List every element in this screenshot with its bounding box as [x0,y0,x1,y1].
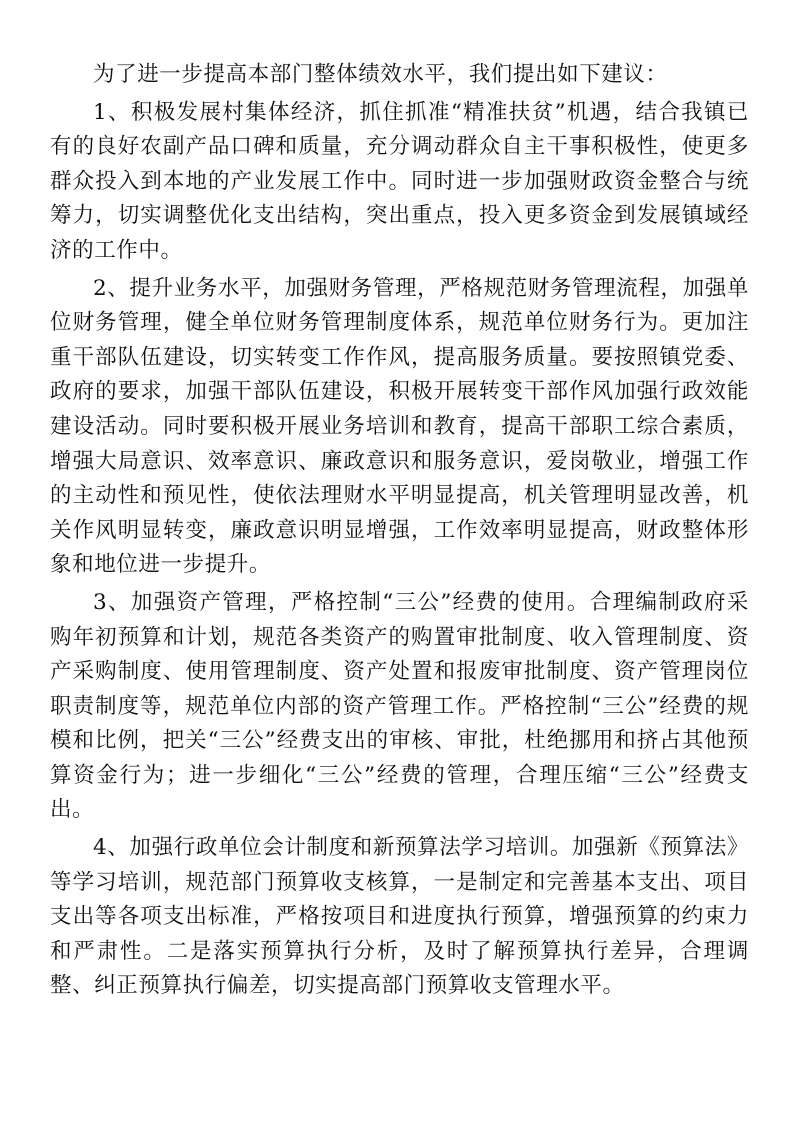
suggestion-paragraph-1: 1、积极发展村集体经济，抓住抓准“精准扶贫”机遇，结合我镇已有的良好农副产品口碑和质量，充分调动群众自主干事积极性，使更多群众投入到本地的产业发展工作中。同时进一步加强财政资金整合与统筹力，切实调整优化支出结构，突出重点，投入更多资金到发展镇域经济的工作中。 [50,99,749,263]
suggestion-paragraph-3: 3、加强资产管理，严格控制“三公”经费的使用。合理编制政府采购年初预算和计划，规范各类资产的购置审批制度、收入管理制度、资产采购制度、使用管理制度、资产处置和报废审批制度、资产管理岗位职责制度等，规范单位内部的资产管理工作。严格控制“三公”经费的规模和比例，把关“三公”经费支出的审核、审批，杜绝挪用和挤占其他预算资金行为；进一步细化“三公”经费的管理，合理压缩“三公”经费支出。 [50,589,749,823]
suggestion-paragraph-2: 2、提升业务水平，加强财务管理，严格规范财务管理流程，加强单位财务管理，健全单位财务管理制度体系，规范单位财务行为。更加注重干部队伍建设，切实转变工作作风，提高服务质量。要按照镇党委、政府的要求，加强干部队伍建设，积极开展转变干部作风加强行政效能建设活动。同时要积极开展业务培训和教育，提高干部职工综合素质，增强大局意识、效率意识、廉政意识和服务意识，爱岗敬业，增强工作的主动性和预见性，使依法理财水平明显提高，机关管理明显改善，机关作风明显转变，廉政意识明显增强，工作效率明显提高，财政整体形象和地位进一步提升。 [50,275,749,578]
suggestion-paragraph-4: 4、加强行政单位会计制度和新预算法学习培训。加强新《预算法》等学习培训，规范部门预算收支核算，一是制定和完善基本支出、项目支出等各项支出标准，严格按项目和进度执行预算，增强预算的约束力和严肃性。二是落实预算执行分析，及时了解预算执行差异，合理调整、纠正预算执行偏差，切实提高部门预算收支管理水平。 [50,835,749,999]
intro-paragraph: 为了进一步提高本部门整体绩效水平，我们提出如下建议： [93,62,668,87]
